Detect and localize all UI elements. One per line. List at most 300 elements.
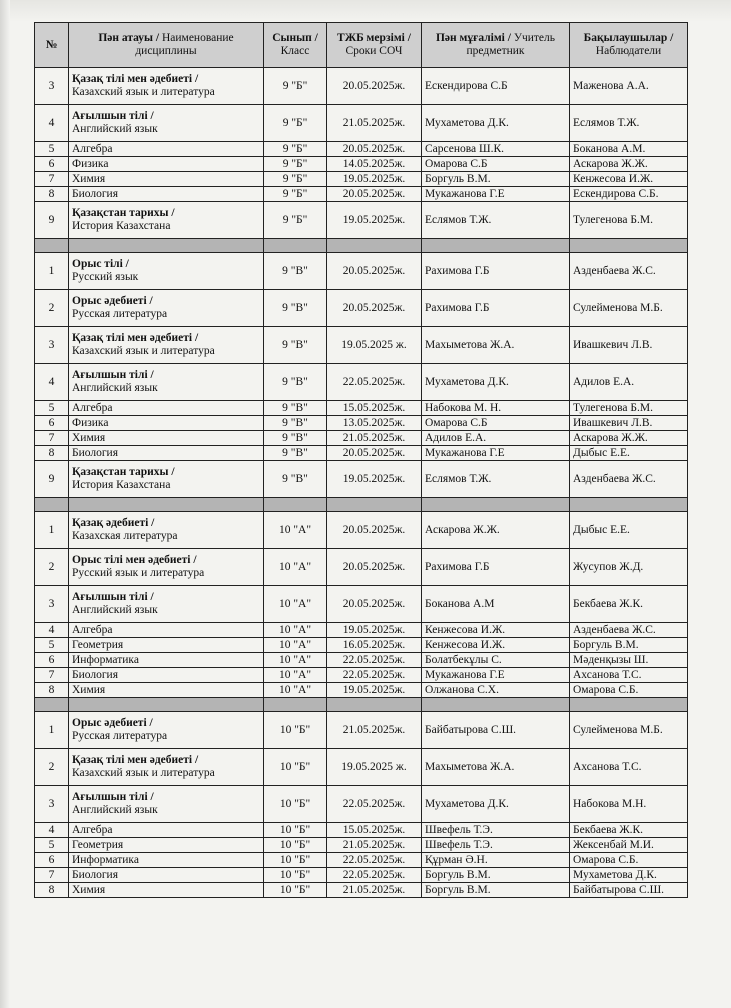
row-number: 5: [35, 401, 69, 416]
date-cell: 20.05.2025ж.: [327, 68, 422, 105]
table-row: [35, 68, 688, 105]
subject-cell: [69, 416, 264, 431]
teacher-cell: Мукажанова Г.Е: [422, 446, 570, 461]
teacher-cell: Адилов Е.А.: [422, 431, 570, 446]
observer-cell: Дыбыс Е.Е.: [570, 446, 688, 461]
observer-cell: Омарова С.Б.: [570, 853, 688, 868]
class-cell: 9 "Б": [264, 157, 327, 172]
separator-cell: [264, 698, 327, 712]
separator-cell: [35, 498, 69, 512]
table-row: [35, 786, 688, 823]
teacher-cell: Еслямов Т.Ж.: [422, 202, 570, 239]
teacher-cell: Швефель Т.Э.: [422, 823, 570, 838]
subject-name-kz: Ағылшын тілі /: [72, 110, 154, 122]
subject-cell: [69, 838, 264, 853]
observer-cell: Мәденқызы Ш.: [570, 653, 688, 668]
observer-cell: Омарова С.Б.: [570, 683, 688, 698]
separator-cell: [327, 239, 422, 253]
subject-name-ru: Русская литература: [72, 730, 168, 742]
teacher-cell: Мухаметова Д.К.: [422, 364, 570, 401]
teacher-cell: Мукажанова Г.Е: [422, 668, 570, 683]
subject-name-ru: Русский язык: [72, 271, 139, 283]
date-cell: 20.05.2025ж.: [327, 187, 422, 202]
date-cell: 21.05.2025ж.: [327, 883, 422, 898]
subject-name-ru: Физика: [72, 157, 109, 170]
class-cell: 9 "В": [264, 416, 327, 431]
subject-cell: [69, 868, 264, 883]
observer-cell: Ивашкевич Л.В.: [570, 327, 688, 364]
class-cell: 9 "В": [264, 401, 327, 416]
subject-cell: [69, 364, 264, 401]
date-cell: 20.05.2025ж.: [327, 142, 422, 157]
class-cell: 9 "Б": [264, 68, 327, 105]
teacher-cell: Аскарова Ж.Ж.: [422, 512, 570, 549]
row-number: 3: [35, 327, 69, 364]
observer-cell: Ахсанова Т.С.: [570, 668, 688, 683]
subject-name-kz: Орыс әдебиеті /: [72, 295, 153, 307]
class-cell: 9 "Б": [264, 105, 327, 142]
table-row: [35, 157, 688, 172]
class-cell: 9 "В": [264, 253, 327, 290]
class-cell: 10 "А": [264, 586, 327, 623]
subject-name-ru: История Казахстана: [72, 220, 171, 232]
row-number: 7: [35, 668, 69, 683]
date-cell: 20.05.2025ж.: [327, 446, 422, 461]
table-row: [35, 638, 688, 653]
row-number: 3: [35, 586, 69, 623]
subject-cell: [69, 290, 264, 327]
row-number: 7: [35, 868, 69, 883]
subject-name-kz: Ағылшын тілі /: [72, 369, 154, 381]
class-cell: 10 "Б": [264, 838, 327, 853]
scan-top-edge: [0, 0, 731, 22]
class-cell: 10 "А": [264, 512, 327, 549]
subject-cell: [69, 786, 264, 823]
table-row: [35, 290, 688, 327]
table-row: [35, 253, 688, 290]
table-row: [35, 105, 688, 142]
row-number: 4: [35, 823, 69, 838]
row-number: 5: [35, 838, 69, 853]
teacher-cell: Набокова М. Н.: [422, 401, 570, 416]
subject-cell: [69, 883, 264, 898]
subject-name-ru: Казахский язык и литература: [72, 86, 215, 98]
separator-cell: [69, 698, 264, 712]
teacher-cell: Кенжесова И.Ж.: [422, 623, 570, 638]
teacher-cell: Мухаметова Д.К.: [422, 786, 570, 823]
date-cell: 14.05.2025ж.: [327, 157, 422, 172]
date-cell: 21.05.2025ж.: [327, 712, 422, 749]
date-cell: 20.05.2025ж.: [327, 512, 422, 549]
row-number: 9: [35, 461, 69, 498]
exam-schedule-table: [34, 22, 688, 898]
table-row: [35, 142, 688, 157]
subject-name-ru: Русская литература: [72, 308, 168, 320]
subject-name-ru: Английский язык: [72, 123, 158, 135]
table-row: [35, 327, 688, 364]
subject-cell: [69, 549, 264, 586]
separator-cell: [327, 498, 422, 512]
class-cell: 10 "Б": [264, 786, 327, 823]
row-number: 7: [35, 172, 69, 187]
observer-cell: Азденбаева Ж.С.: [570, 461, 688, 498]
separator-cell: [35, 698, 69, 712]
class-cell: 9 "В": [264, 446, 327, 461]
table-row: [35, 202, 688, 239]
separator-cell: [264, 239, 327, 253]
row-number: 8: [35, 683, 69, 698]
subject-name-ru: Казахская литература: [72, 530, 178, 542]
class-separator-row: [35, 698, 688, 712]
subject-name-ru: Биология: [72, 668, 119, 681]
teacher-cell: Кенжесова И.Ж.: [422, 638, 570, 653]
teacher-cell: Мукажанова Г.Е: [422, 187, 570, 202]
subject-name-ru: Казахский язык и литература: [72, 345, 215, 357]
date-cell: 19.05.2025 ж.: [327, 749, 422, 786]
subject-name-ru: Алгебра: [72, 142, 113, 155]
subject-cell: [69, 683, 264, 698]
date-cell: 15.05.2025ж.: [327, 401, 422, 416]
subject-name-ru: Алгебра: [72, 623, 113, 636]
row-number: 6: [35, 157, 69, 172]
teacher-cell: Махыметова Ж.А.: [422, 327, 570, 364]
observer-cell: Адилов Е.А.: [570, 364, 688, 401]
header-date: ТЖБ мерзімі / Сроки СОЧ: [327, 23, 422, 68]
header-teacher: Пән мұғалімі / Учитель предметник: [422, 23, 570, 68]
observer-cell: Ескендирова С.Б.: [570, 187, 688, 202]
date-cell: 22.05.2025ж.: [327, 853, 422, 868]
separator-cell: [69, 239, 264, 253]
row-number: 4: [35, 105, 69, 142]
observer-cell: Байбатырова С.Ш.: [570, 883, 688, 898]
table-row: [35, 446, 688, 461]
observer-cell: Жексенбай М.И.: [570, 838, 688, 853]
subject-name-ru: Информатика: [72, 653, 139, 666]
subject-cell: [69, 512, 264, 549]
subject-name-kz: Қазақстан тарихы /: [72, 207, 175, 219]
separator-cell: [570, 239, 688, 253]
teacher-cell: Омарова С.Б: [422, 416, 570, 431]
date-cell: 16.05.2025ж.: [327, 638, 422, 653]
table-row: [35, 623, 688, 638]
observer-cell: Набокова М.Н.: [570, 786, 688, 823]
date-cell: 21.05.2025ж.: [327, 431, 422, 446]
subject-name-ru: Физика: [72, 416, 109, 429]
subject-name-ru: Английский язык: [72, 804, 158, 816]
teacher-cell: Омарова С.Б: [422, 157, 570, 172]
date-cell: 22.05.2025ж.: [327, 653, 422, 668]
class-cell: 10 "Б": [264, 853, 327, 868]
table-row: [35, 512, 688, 549]
observer-cell: Сулейменова М.Б.: [570, 290, 688, 327]
teacher-cell: Боргуль В.М.: [422, 868, 570, 883]
table-row: [35, 653, 688, 668]
subject-name-ru: Геометрия: [72, 638, 124, 651]
class-cell: 10 "А": [264, 653, 327, 668]
separator-cell: [422, 239, 570, 253]
subject-name-kz: Ағылшын тілі /: [72, 791, 154, 803]
table-row: [35, 683, 688, 698]
row-number: 5: [35, 142, 69, 157]
subject-name-ru: Английский язык: [72, 382, 158, 394]
separator-cell: [422, 698, 570, 712]
teacher-cell: Боргуль В.М.: [422, 883, 570, 898]
date-cell: 20.05.2025ж.: [327, 253, 422, 290]
header-class: Сынып / Класс: [264, 23, 327, 68]
subject-name-kz: Қазақ тілі мен әдебиеті /: [72, 332, 199, 344]
row-number: 9: [35, 202, 69, 239]
header-row: [35, 23, 688, 68]
separator-cell: [570, 498, 688, 512]
observer-cell: Ивашкевич Л.В.: [570, 416, 688, 431]
date-cell: 21.05.2025ж.: [327, 838, 422, 853]
class-cell: 9 "Б": [264, 202, 327, 239]
class-separator-row: [35, 498, 688, 512]
subject-cell: [69, 253, 264, 290]
table-row: [35, 883, 688, 898]
scan-left-edge: [0, 0, 10, 1008]
date-cell: 20.05.2025ж.: [327, 290, 422, 327]
class-cell: 10 "А": [264, 623, 327, 638]
subject-cell: [69, 68, 264, 105]
observer-cell: Ахсанова Т.С.: [570, 749, 688, 786]
date-cell: 19.05.2025ж.: [327, 172, 422, 187]
subject-cell: [69, 712, 264, 749]
observer-cell: Бекбаева Ж.К.: [570, 586, 688, 623]
subject-cell: [69, 172, 264, 187]
class-cell: 9 "В": [264, 290, 327, 327]
table-row: [35, 461, 688, 498]
row-number: 4: [35, 623, 69, 638]
subject-cell: [69, 461, 264, 498]
teacher-cell: Сарсенова Ш.К.: [422, 142, 570, 157]
observer-cell: Тулегенова Б.М.: [570, 202, 688, 239]
subject-cell: [69, 638, 264, 653]
table-row: [35, 172, 688, 187]
subject-name-ru: Химия: [72, 883, 106, 896]
class-cell: 10 "Б": [264, 823, 327, 838]
subject-cell: [69, 431, 264, 446]
subject-name-ru: Русский язык и литература: [72, 567, 205, 579]
class-cell: 10 "Б": [264, 868, 327, 883]
date-cell: 20.05.2025ж.: [327, 549, 422, 586]
class-cell: 9 "В": [264, 461, 327, 498]
table-row: [35, 749, 688, 786]
class-cell: 9 "Б": [264, 172, 327, 187]
header-number: №: [35, 23, 69, 68]
class-cell: 9 "В": [264, 327, 327, 364]
observer-cell: Аскарова Ж.Ж.: [570, 157, 688, 172]
row-number: 6: [35, 653, 69, 668]
row-number: 6: [35, 416, 69, 431]
table-row: [35, 712, 688, 749]
row-number: 7: [35, 431, 69, 446]
subject-cell: [69, 749, 264, 786]
row-number: 2: [35, 549, 69, 586]
date-cell: 13.05.2025ж.: [327, 416, 422, 431]
class-cell: 9 "В": [264, 364, 327, 401]
header-observer: Бақылаушылар / Наблюдатели: [570, 23, 688, 68]
subject-name-kz: Қазақ тілі мен әдебиеті /: [72, 754, 199, 766]
class-cell: 9 "Б": [264, 142, 327, 157]
class-cell: 10 "Б": [264, 712, 327, 749]
date-cell: 22.05.2025ж.: [327, 786, 422, 823]
subject-cell: [69, 327, 264, 364]
observer-cell: Еслямов Т.Ж.: [570, 105, 688, 142]
row-number: 1: [35, 512, 69, 549]
date-cell: 21.05.2025ж.: [327, 105, 422, 142]
row-number: 3: [35, 786, 69, 823]
table-row: [35, 364, 688, 401]
table-row: [35, 586, 688, 623]
subject-name-ru: Алгебра: [72, 823, 113, 836]
observer-cell: Боканова А.М.: [570, 142, 688, 157]
table-row: [35, 549, 688, 586]
subject-name-ru: Биология: [72, 868, 119, 881]
observer-cell: Боргуль В.М.: [570, 638, 688, 653]
row-number: 3: [35, 68, 69, 105]
row-number: 8: [35, 187, 69, 202]
class-cell: 10 "Б": [264, 749, 327, 786]
separator-cell: [69, 498, 264, 512]
observer-cell: Дыбыс Е.Е.: [570, 512, 688, 549]
observer-cell: Маженова А.А.: [570, 68, 688, 105]
date-cell: 20.05.2025ж.: [327, 586, 422, 623]
subject-name-ru: Биология: [72, 187, 119, 200]
subject-name-ru: Биология: [72, 446, 119, 459]
date-cell: 22.05.2025ж.: [327, 668, 422, 683]
subject-cell: [69, 142, 264, 157]
row-number: 4: [35, 364, 69, 401]
subject-cell: [69, 586, 264, 623]
date-cell: 19.05.2025 ж.: [327, 327, 422, 364]
observer-cell: Азденбаева Ж.С.: [570, 623, 688, 638]
date-cell: 19.05.2025ж.: [327, 683, 422, 698]
separator-cell: [422, 498, 570, 512]
subject-cell: [69, 187, 264, 202]
subject-cell: [69, 653, 264, 668]
observer-cell: Тулегенова Б.М.: [570, 401, 688, 416]
teacher-cell: Олжанова С.Х.: [422, 683, 570, 698]
subject-name-kz: Орыс тілі мен әдебиеті /: [72, 554, 197, 566]
teacher-cell: Ескендирова С.Б: [422, 68, 570, 105]
subject-name-ru: Алгебра: [72, 401, 113, 414]
row-number: 2: [35, 749, 69, 786]
observer-cell: Сулейменова М.Б.: [570, 712, 688, 749]
class-cell: 10 "А": [264, 683, 327, 698]
row-number: 6: [35, 853, 69, 868]
subject-cell: [69, 623, 264, 638]
teacher-cell: Боканова А.М: [422, 586, 570, 623]
subject-name-ru: Информатика: [72, 853, 139, 866]
subject-name-kz: Орыс әдебиеті /: [72, 717, 153, 729]
separator-cell: [570, 698, 688, 712]
row-number: 1: [35, 712, 69, 749]
teacher-cell: Рахимова Г.Б: [422, 549, 570, 586]
teacher-cell: Байбатырова С.Ш.: [422, 712, 570, 749]
subject-cell: [69, 668, 264, 683]
teacher-cell: Құрман Ә.Н.: [422, 853, 570, 868]
observer-cell: Мухаметова Д.К.: [570, 868, 688, 883]
subject-cell: [69, 157, 264, 172]
subject-cell: [69, 446, 264, 461]
subject-name-ru: Химия: [72, 683, 106, 696]
subject-cell: [69, 202, 264, 239]
header-subject: Пән атауы / Наименование дисциплины: [69, 23, 264, 68]
table-row: [35, 838, 688, 853]
row-number: 8: [35, 446, 69, 461]
class-cell: 10 "А": [264, 668, 327, 683]
subject-name-ru: Геометрия: [72, 838, 124, 851]
subject-cell: [69, 105, 264, 142]
date-cell: 19.05.2025ж.: [327, 461, 422, 498]
subject-name-kz: Ағылшын тілі /: [72, 591, 154, 603]
table-body: [35, 68, 688, 898]
separator-cell: [35, 239, 69, 253]
row-number: 8: [35, 883, 69, 898]
row-number: 2: [35, 290, 69, 327]
teacher-cell: Швефель Т.Э.: [422, 838, 570, 853]
teacher-cell: Махыметова Ж.А.: [422, 749, 570, 786]
class-cell: 10 "Б": [264, 883, 327, 898]
teacher-cell: Мухаметова Д.К.: [422, 105, 570, 142]
table-row: [35, 823, 688, 838]
subject-name-ru: Химия: [72, 431, 106, 444]
table-row: [35, 187, 688, 202]
observer-cell: Бекбаева Ж.К.: [570, 823, 688, 838]
table-row: [35, 401, 688, 416]
row-number: 5: [35, 638, 69, 653]
date-cell: 22.05.2025ж.: [327, 868, 422, 883]
table-row: [35, 431, 688, 446]
observer-cell: Жусупов Ж.Д.: [570, 549, 688, 586]
table-row: [35, 868, 688, 883]
observer-cell: Азденбаева Ж.С.: [570, 253, 688, 290]
class-cell: 10 "А": [264, 638, 327, 653]
subject-name-kz: Қазақ тілі мен әдебиеті /: [72, 73, 199, 85]
subject-cell: [69, 823, 264, 838]
separator-cell: [264, 498, 327, 512]
teacher-cell: Болатбекұлы С.: [422, 653, 570, 668]
table-header: [35, 23, 688, 68]
separator-cell: [327, 698, 422, 712]
observer-cell: Аскарова Ж.Ж.: [570, 431, 688, 446]
subject-name-ru: Казахский язык и литература: [72, 767, 215, 779]
observer-cell: Кенжесова И.Ж.: [570, 172, 688, 187]
date-cell: 19.05.2025ж.: [327, 623, 422, 638]
subject-name-kz: Орыс тілі /: [72, 258, 129, 270]
table-row: [35, 668, 688, 683]
teacher-cell: Рахимова Г.Б: [422, 253, 570, 290]
subject-name-ru: Английский язык: [72, 604, 158, 616]
class-cell: 9 "Б": [264, 187, 327, 202]
table-row: [35, 416, 688, 431]
class-cell: 10 "А": [264, 549, 327, 586]
row-number: 1: [35, 253, 69, 290]
teacher-cell: Еслямов Т.Ж.: [422, 461, 570, 498]
teacher-cell: Боргуль В.М.: [422, 172, 570, 187]
class-separator-row: [35, 239, 688, 253]
class-cell: 9 "В": [264, 431, 327, 446]
date-cell: 15.05.2025ж.: [327, 823, 422, 838]
subject-name-ru: Химия: [72, 172, 106, 185]
date-cell: 19.05.2025ж.: [327, 202, 422, 239]
subject-cell: [69, 401, 264, 416]
teacher-cell: Рахимова Г.Б: [422, 290, 570, 327]
subject-name-ru: История Казахстана: [72, 479, 171, 491]
table-row: [35, 853, 688, 868]
subject-name-kz: Қазақ әдебиеті /: [72, 517, 155, 529]
